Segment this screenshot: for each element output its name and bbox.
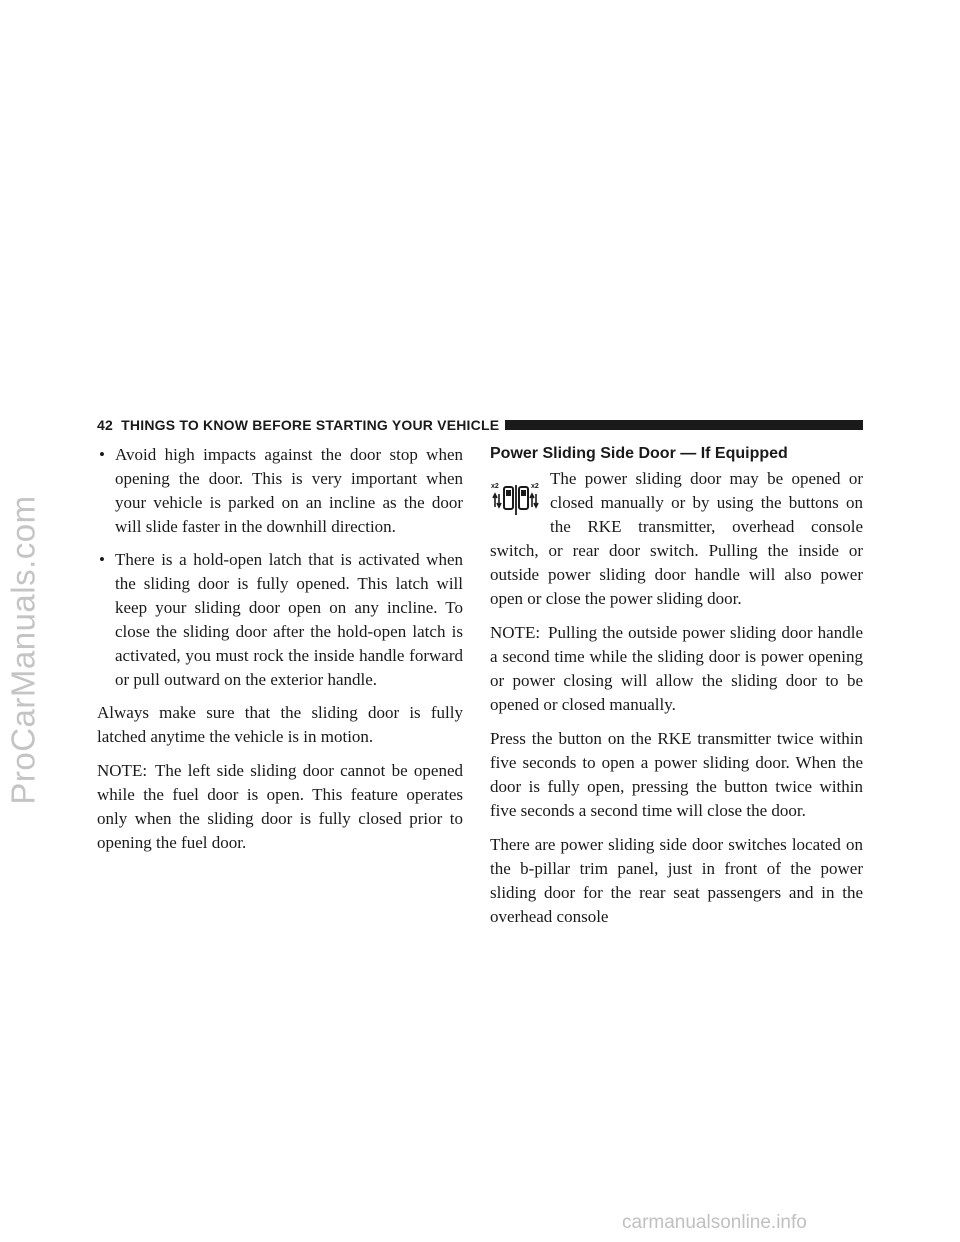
bullet-item: • There is a hold-open latch that is activated when the sliding door is fully opened. This latch will keep your sliding door open on any incline. To close the sliding door after the hold-open latch is activated, you must rock the inside handle forward or pull outward on the exterior handle. [99,550,463,689]
bullet-list [97,443,463,692]
page-number: 42 [97,417,113,433]
note-label: NOTE: [490,623,541,642]
bottom-watermark: carmanualsonline.info [622,1212,807,1233]
chapter-title: THINGS TO KNOW BEFORE STARTING YOUR VEHICLE [121,417,500,433]
intro-paragraph: The power sliding door may be opened or closed manually or by using the buttons on the RKE transmitter, overhead console switch, or rear door switch. Pulling the inside or outside power sliding door handle will also power open or close the power sliding door. [490,469,863,608]
section-heading: Power Sliding Side Door — If Equipped [490,445,788,462]
page-header [97,415,863,435]
power-sliding-door-icon [490,475,542,525]
page-header-text [97,417,499,433]
handle-note [490,621,863,717]
bullet-item: • Avoid high impacts against the door stop when opening the door. This is very important when your vehicle is parked on an incline as the door will slide faster in the downhill direction. [99,445,463,536]
header-rule [505,420,863,430]
note-label: NOTE: [97,761,148,780]
bullet-icon: • [99,445,105,464]
power-door-switch-icon [490,475,542,525]
motion-paragraph: Always make sure that the sliding door is fully latched anytime the vehicle is in motion. [97,703,463,746]
rke-paragraph: Press the button on the RKE transmitter twice within five seconds to open a power sliding door. When the door is fully open, pressing the button twice within five seconds a second time will close the door. [490,729,863,820]
left-column [97,443,463,865]
fuel-door-note [97,759,463,855]
switch-location-paragraph: There are power sliding side door switches located on the b-pillar trim panel, just in front of the power sliding door for the rear seat passengers and in the overhead console [490,835,863,926]
side-watermark-text: ProCarManuals.com [5,495,42,805]
note-text: The left side sliding door cannot be opened while the fuel door is open. This feature operates only when the sliding door is fully closed prior to opening the fuel door. [97,761,463,852]
bullet-icon: • [99,550,105,569]
side-watermark [4,420,44,880]
right-column [490,443,863,939]
icon-x2-right: x2 [531,483,539,490]
note-text: Pulling the outside power sliding door handle a second time while the sliding door is power opening or power closing will allow the sliding door to be opened or closed manually. [490,623,863,714]
icon-x2-left: x2 [491,483,499,490]
